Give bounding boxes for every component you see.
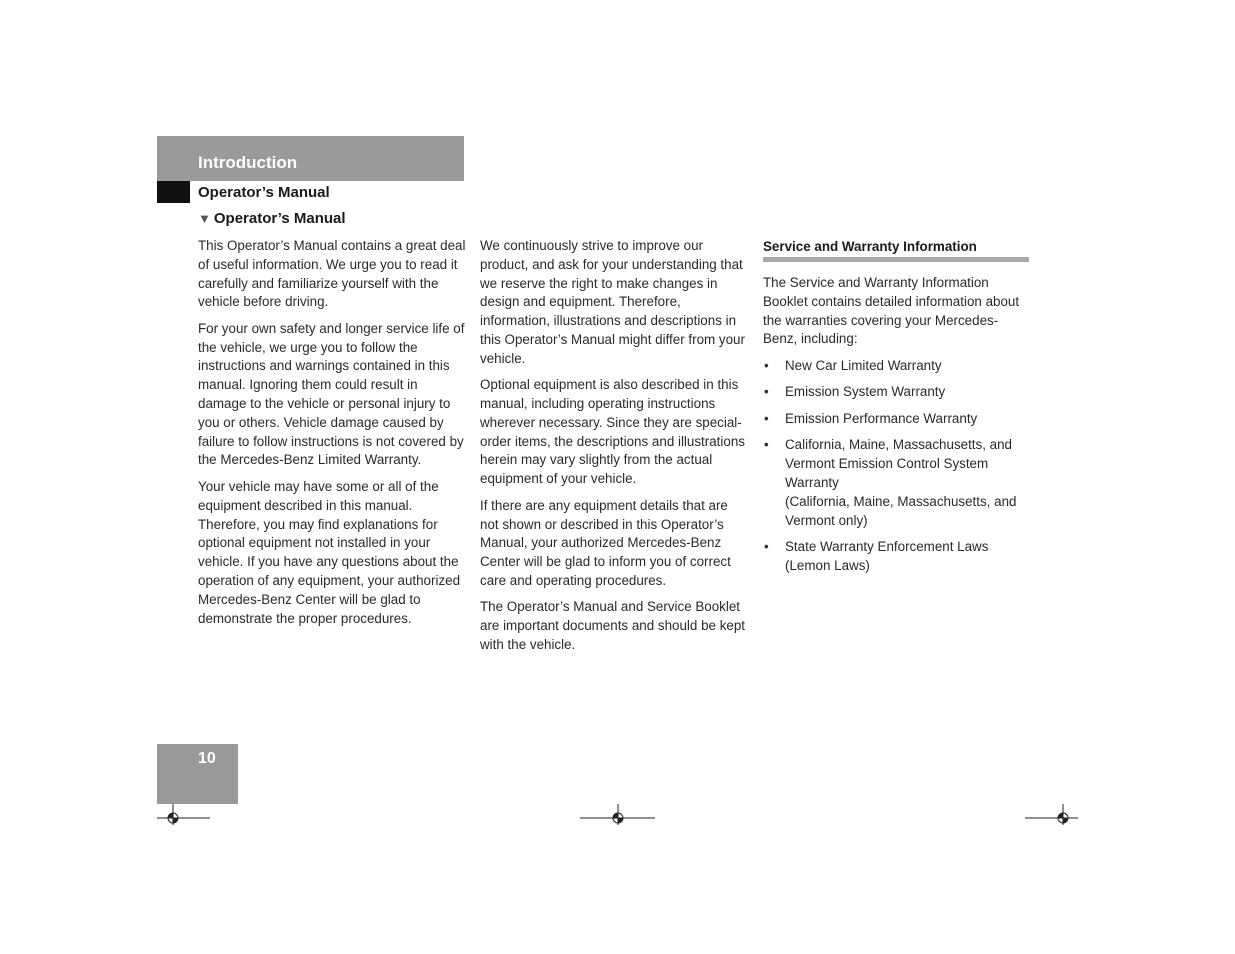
triangle-down-icon: ▼ <box>198 211 211 226</box>
section-title: Operator’s Manual <box>198 184 330 201</box>
chapter-title: Introduction <box>198 153 298 172</box>
crosshair-icon <box>157 803 213 825</box>
bullet-icon: • <box>764 410 769 426</box>
bullet-icon: • <box>764 384 769 400</box>
warranty-list <box>763 357 1029 576</box>
list-item: • Emission System Warranty <box>763 383 1029 402</box>
paragraph: The Operator’s Manual and Service Booklet are important documents and should be kept with the vehicle. <box>480 599 746 652</box>
page-number: 10 <box>198 750 216 767</box>
paragraph: This Operator’s Manual contains a great deal of useful information. We urge you to read it carefully and familiarize yourself with the vehicle before driving. <box>198 238 466 310</box>
text-column-2 <box>480 237 748 662</box>
crosshair-icon <box>580 803 656 825</box>
text-column-3 <box>763 237 1029 583</box>
page-number-tab <box>157 744 238 804</box>
subsection-title <box>198 210 346 227</box>
bullet-icon: • <box>764 357 769 373</box>
paragraph: Your vehicle may have some or all of the equipment described in this manual. Therefore, you may find explanations for optional equipment not installed in your vehicle. If you have any questions about the operation of any equipment, your authorized Mercedes-Benz Center will be glad to demonstrate the proper procedures. <box>198 478 461 626</box>
subsection-title-text: Operator’s Manual <box>213 210 346 227</box>
bullet-icon: • <box>764 437 769 453</box>
list-item-note: (California, Maine, Massachusetts, and Vermont only) <box>785 493 1017 528</box>
list-item: • Emission Performance Warranty <box>763 410 1029 429</box>
paragraph: We continuously strive to improve our product, and ask for your understanding that we reserve the right to make changes in design and equipment. Therefore, information, illustrations and descriptions in this Operator’s Manual might differ from your vehicle. <box>480 238 745 366</box>
text-column-1 <box>198 237 466 636</box>
list-item: • New Car Limited Warranty <box>763 357 1029 376</box>
warranty-heading: Service and Warranty Information <box>763 239 977 254</box>
paragraph: Optional equipment is also described in this manual, including operating instructions wherever necessary. Since they are special-order items, the descriptions and illustrations herein may vary slightly from the actual equipment of your vehicle. <box>480 377 745 487</box>
warranty-intro: The Service and Warranty Information Booklet contains detailed information about the warranties covering your Mercedes-Benz, including: <box>763 275 1020 347</box>
warranty-heading-block <box>763 237 1029 262</box>
paragraph: For your own safety and longer service life of the vehicle, we urge you to follow the instructions and warnings contained in this manual. Ignoring them could result in damage to the vehicle or personal injury to you or others. Vehicle damage caused by failure to follow instructions is not covered by the Mercedes-Benz Limited Warranty. <box>198 320 465 468</box>
chapter-tab <box>157 136 464 181</box>
paragraph: If there are any equipment details that are not shown or described in this Operator’s Manual, your authorized Mercedes-Benz Center will be glad to inform you of correct care and operating procedures. <box>480 497 731 588</box>
bullet-icon: • <box>764 539 769 554</box>
list-item: • State Warranty Enforcement Laws (Lemon Laws) <box>764 539 989 573</box>
list-item: • California, Maine, Massachusetts, and Vermont Emission Control System Warranty (California, Maine, Massachusetts, and Vermont only) <box>764 437 1017 528</box>
section-marker <box>157 181 190 203</box>
crosshair-icon <box>1024 803 1080 825</box>
